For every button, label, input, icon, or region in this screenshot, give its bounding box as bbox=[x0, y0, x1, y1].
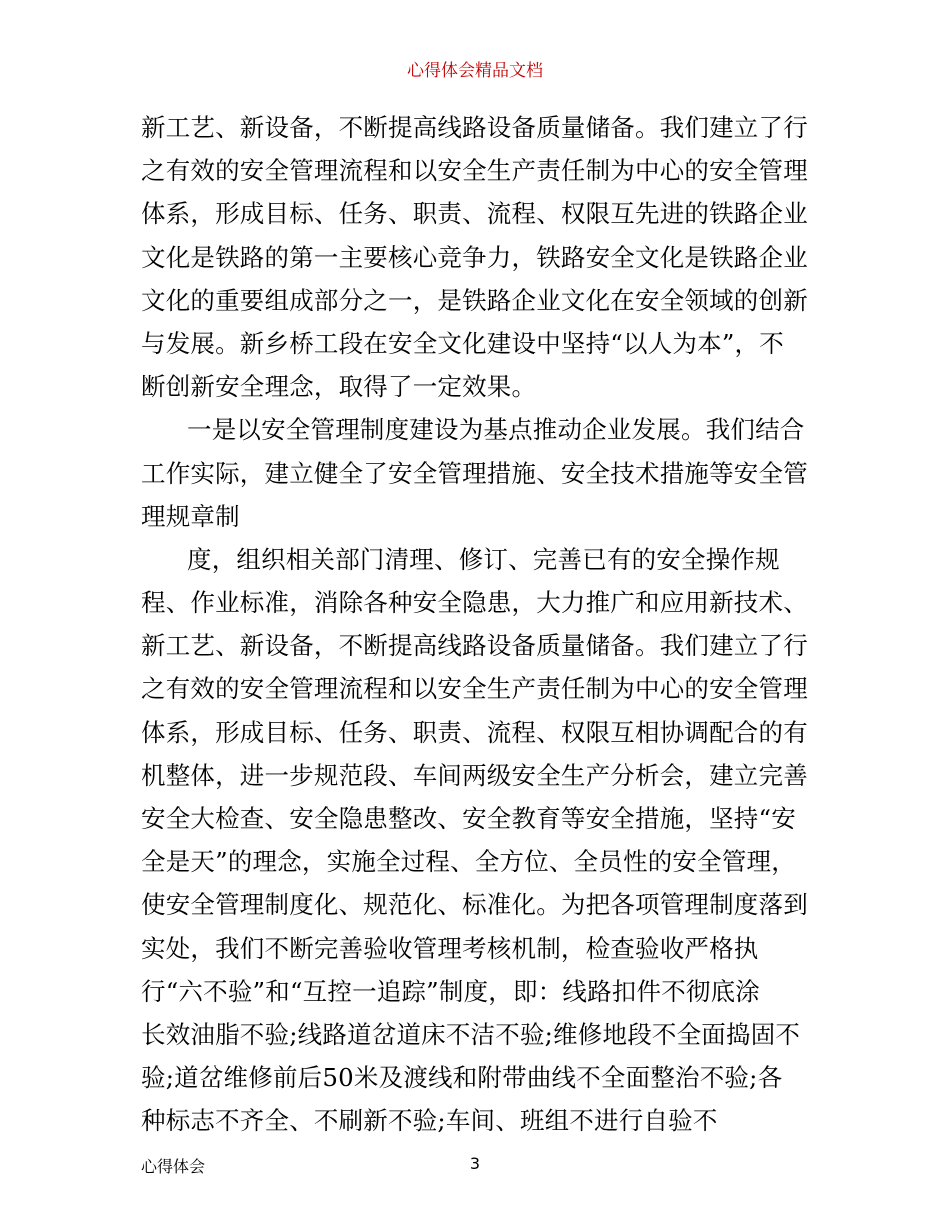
body-line: 新工艺、新设备，不断提高线路设备质量储备。我们建立了行 bbox=[141, 631, 808, 661]
paragraph-first-line: 度，组织相关部门清理、修订、完善已有的安全操作规 bbox=[187, 544, 780, 574]
body-line: 机整体，进一步规范段、车间两级安全生产分析会，建立完善 bbox=[141, 760, 808, 790]
body-line: 文化是铁路的第一主要核心竞争力，铁路安全文化是铁路企业 bbox=[141, 242, 808, 272]
body-line: 全是天”的理念，实施全过程、全方位、全员性的安全管理， bbox=[141, 847, 796, 877]
body-line: 体系，形成目标、任务、职责、流程、权限互相协调配合的有 bbox=[141, 717, 808, 747]
body-line: 之有效的安全管理流程和以安全生产责任制为中心的安全管理 bbox=[141, 674, 808, 704]
body-line: 验;道岔维修前后50米及渡线和附带曲线不全面整治不验;各 bbox=[141, 1063, 783, 1093]
body-line: 种标志不齐全、不刷新不验;车间、班组不进行自验不 bbox=[141, 1106, 718, 1136]
body-line: 使安全管理制度化、规范化、标准化。为把各项管理制度落到 bbox=[141, 890, 808, 920]
document-body bbox=[141, 106, 821, 1143]
body-line: 程、作业标准，消除各种安全隐患，大力推广和应用新技术、 bbox=[141, 588, 808, 618]
footer-label: 心得体会 bbox=[141, 1157, 206, 1176]
body-line: 断创新安全理念，取得了一定效果。 bbox=[141, 372, 537, 402]
body-line: 实处，我们不断完善验收管理考核机制，检查验收严格执 bbox=[141, 933, 759, 963]
body-line: 与发展。新乡桥工段在安全文化建设中坚持“以人为本”，不 bbox=[141, 328, 784, 358]
paragraph-first-line: 一是以安全管理制度建设为基点推动企业发展。我们结合 bbox=[187, 415, 805, 445]
body-line: 长效油脂不验;线路道岔道床不洁不验;维修地段不全面捣固不 bbox=[141, 1019, 801, 1049]
page-number: 3 bbox=[469, 1154, 481, 1173]
body-line: 新工艺、新设备，不断提高线路设备质量储备。我们建立了行 bbox=[141, 113, 808, 142]
body-line: 工作实际，建立健全了安全管理措施、安全技术措施等安全管 bbox=[141, 458, 808, 488]
body-line: 体系，形成目标、任务、职责、流程、权限互先进的铁路企业 bbox=[141, 199, 808, 229]
body-line: 之有效的安全管理流程和以安全生产责任制为中心的安全管理 bbox=[141, 156, 808, 186]
body-line: 理规章制 bbox=[141, 501, 240, 531]
body-line: 文化的重要组成部分之一，是铁路企业文化在安全领域的创新 bbox=[141, 285, 808, 315]
page-header-title: 心得体会精品文档 bbox=[407, 61, 543, 81]
body-line: 行“六不验”和“互控一追踪”制度，即：线路扣件不彻底涂 bbox=[141, 976, 760, 1006]
body-line: 安全大检查、安全隐患整改、安全教育等安全措施，坚持“安 bbox=[141, 804, 796, 833]
